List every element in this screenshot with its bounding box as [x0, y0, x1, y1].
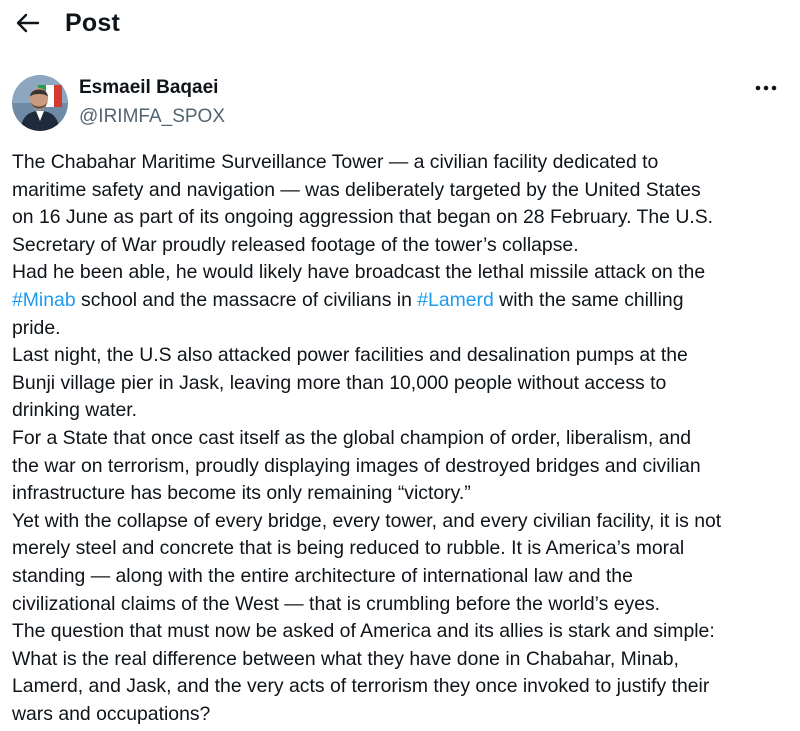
author-handle[interactable]: @IRIMFA_SPOX	[79, 106, 225, 127]
text-line: Bunji village pier in Jask, leaving more than 10,000 people without access to	[12, 371, 667, 394]
more-horizontal-icon[interactable]	[748, 74, 784, 102]
text-fragment: with the same chilling	[493, 288, 684, 311]
avatar[interactable]	[12, 75, 68, 131]
post-paragraph-2	[12, 259, 796, 342]
author-row	[0, 72, 800, 134]
post-header	[0, 0, 800, 50]
text-line: What is the real difference between what they have done in Chabahar, Minab,	[12, 647, 679, 670]
text-line: on 16 June as part of its ongoing aggression that began on 28 February. The U.S.	[12, 206, 714, 229]
post-paragraph-3	[12, 342, 796, 425]
post-paragraph-1	[12, 149, 796, 259]
text-line: Last night, the U.S also attacked power facilities and desalination pumps at the	[12, 344, 688, 367]
text-line: pride.	[12, 316, 61, 339]
text-line: wars and occupations?	[12, 702, 211, 725]
post-paragraph-5	[12, 508, 796, 618]
text-line: drinking water.	[12, 399, 138, 422]
text-line: maritime safety and navigation — was deliberately targeted by the United States	[12, 178, 701, 201]
text-line: Had he been able, he would likely have broadcast the lethal missile attack on the	[12, 261, 706, 284]
text-line-with-hashtags	[12, 287, 796, 315]
hashtag-minab-link[interactable]: #Minab	[12, 288, 76, 311]
page-title: Post	[65, 9, 120, 37]
text-line: For a State that once cast itself as the global champion of order, liberalism, and	[12, 426, 692, 449]
post-paragraph-4	[12, 425, 796, 508]
text-line: Yet with the collapse of every bridge, every tower, and every civilian facility, it is not	[12, 509, 722, 532]
hashtag-lamerd-link[interactable]: #Lamerd	[417, 288, 494, 311]
text-line: merely steel and concrete that is being reduced to rubble. It is America’s moral	[12, 537, 685, 560]
text-fragment: school and the massacre of civilians in	[75, 288, 418, 311]
text-line: infrastructure has become its only remaining “victory.”	[12, 482, 471, 505]
text-line: standing — along with the entire architecture of international law and the	[12, 564, 633, 587]
text-line: Lamerd, and Jask, and the very acts of terrorism they once invoked to justify their	[12, 675, 710, 698]
author-name[interactable]: Esmaeil Baqaei	[79, 77, 219, 98]
text-line: civilizational claims of the West — that is crumbling before the world’s eyes.	[12, 592, 661, 615]
post-text	[12, 149, 796, 728]
post-paragraph-6	[12, 618, 796, 728]
text-line: Secretary of War proudly released footage of the tower’s collapse.	[12, 233, 579, 256]
text-line: The Chabahar Maritime Surveillance Tower — a civilian facility dedicated to	[12, 151, 659, 173]
text-line: the war on terrorism, proudly displaying images of destroyed bridges and civilian	[12, 454, 701, 477]
text-line: The question that must now be asked of America and its allies is stark and simple:	[12, 620, 715, 643]
arrow-left-icon[interactable]	[12, 8, 42, 38]
